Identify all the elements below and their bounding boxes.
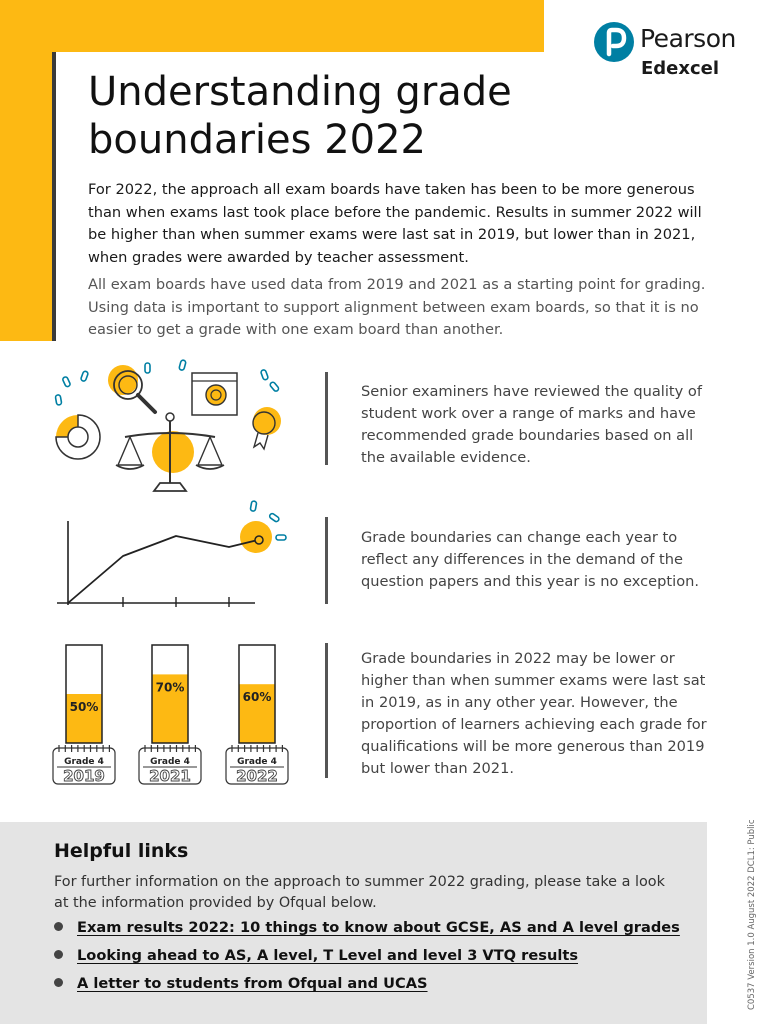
- bullet-icon: [54, 978, 63, 987]
- link-exam-results-2022[interactable]: Exam results 2022: 10 things to know about GCSE, AS and A level grades: [77, 919, 680, 936]
- helpful-links-intro: For further information on the approach to summer 2022 grading, please take a look at the information provided by Ofqual below.: [54, 874, 665, 911]
- grade-year: 2019: [63, 767, 105, 785]
- grade-bar-group: [53, 645, 115, 785]
- section-text-evidence: Senior examiners have reviewed the quality of student work over a range of marks and have recommended grade boundaries based on all the available evidence.: [361, 383, 702, 466]
- pearson-p-icon: [594, 22, 634, 62]
- brand-sub: Edexcel: [641, 58, 720, 79]
- grade-bar-percent: 60%: [242, 690, 272, 705]
- link-letter-to-students[interactable]: A letter to students from Ofqual and UCAS: [77, 975, 428, 992]
- grade-label: Grade 4: [64, 757, 104, 767]
- title-panel-bar: [52, 52, 56, 341]
- grade-bar-group: [139, 645, 201, 785]
- grade-bar-percent: 70%: [155, 680, 185, 695]
- grade-bar-percent: 50%: [69, 700, 99, 714]
- link-item: [54, 919, 680, 936]
- page-title: Understanding grade boundaries 2022: [88, 69, 512, 163]
- link-item: [54, 947, 578, 964]
- section-text-proportion: Grade boundaries in 2022 may be lower or higher than when summer exams were last sat in 2019, as in any other year. However, the proportion of learners achieving each grade for qualifications will be more generous than 2019 but lower than 2021.: [361, 650, 707, 777]
- section-divider-3: [325, 643, 328, 778]
- document-reference: C0537 Version 1.0 August 2022 DCL1: Public: [747, 819, 757, 1010]
- brand-name: Pearson: [640, 24, 736, 53]
- section-divider-1: [325, 372, 328, 465]
- section-text-demand: Grade boundaries can change each year to reflect any differences in the demand of the question papers and this year is no exception.: [361, 529, 700, 590]
- grade-bar-group: [226, 645, 288, 785]
- line-graph-icon: [55, 495, 305, 620]
- helpful-links-title: Helpful links: [54, 840, 189, 862]
- intro-paragraph-1: For 2022, the approach all exam boards have taken has been to be more generous than when exams last took place before the pandemic. Results in summer 2022 will be higher than when summer exams were last sat in 2019, but lower than in 2021, when grades were awarded by teacher assessment.: [88, 181, 702, 266]
- bullet-icon: [54, 922, 63, 931]
- link-looking-ahead[interactable]: Looking ahead to AS, A level, T Level and level 3 VTQ results: [77, 947, 579, 964]
- grade-year: 2022: [236, 767, 278, 785]
- link-item: [54, 975, 428, 992]
- grade-label: Grade 4: [150, 757, 190, 767]
- section-divider-2: [325, 517, 328, 604]
- grade-year: 2021: [149, 767, 191, 785]
- intro-paragraph-2: All exam boards have used data from 2019 and 2021 as a starting point for grading. Using data is important to support alignment between exam boards, so that it is no easier to get a grade with one exam board than another.: [88, 276, 706, 338]
- grade-label: Grade 4: [237, 757, 277, 767]
- scales-evidence-icon: [50, 355, 310, 500]
- grade-bars-icon: [50, 640, 330, 790]
- pearson-logo: [594, 20, 744, 80]
- bullet-icon: [54, 950, 63, 959]
